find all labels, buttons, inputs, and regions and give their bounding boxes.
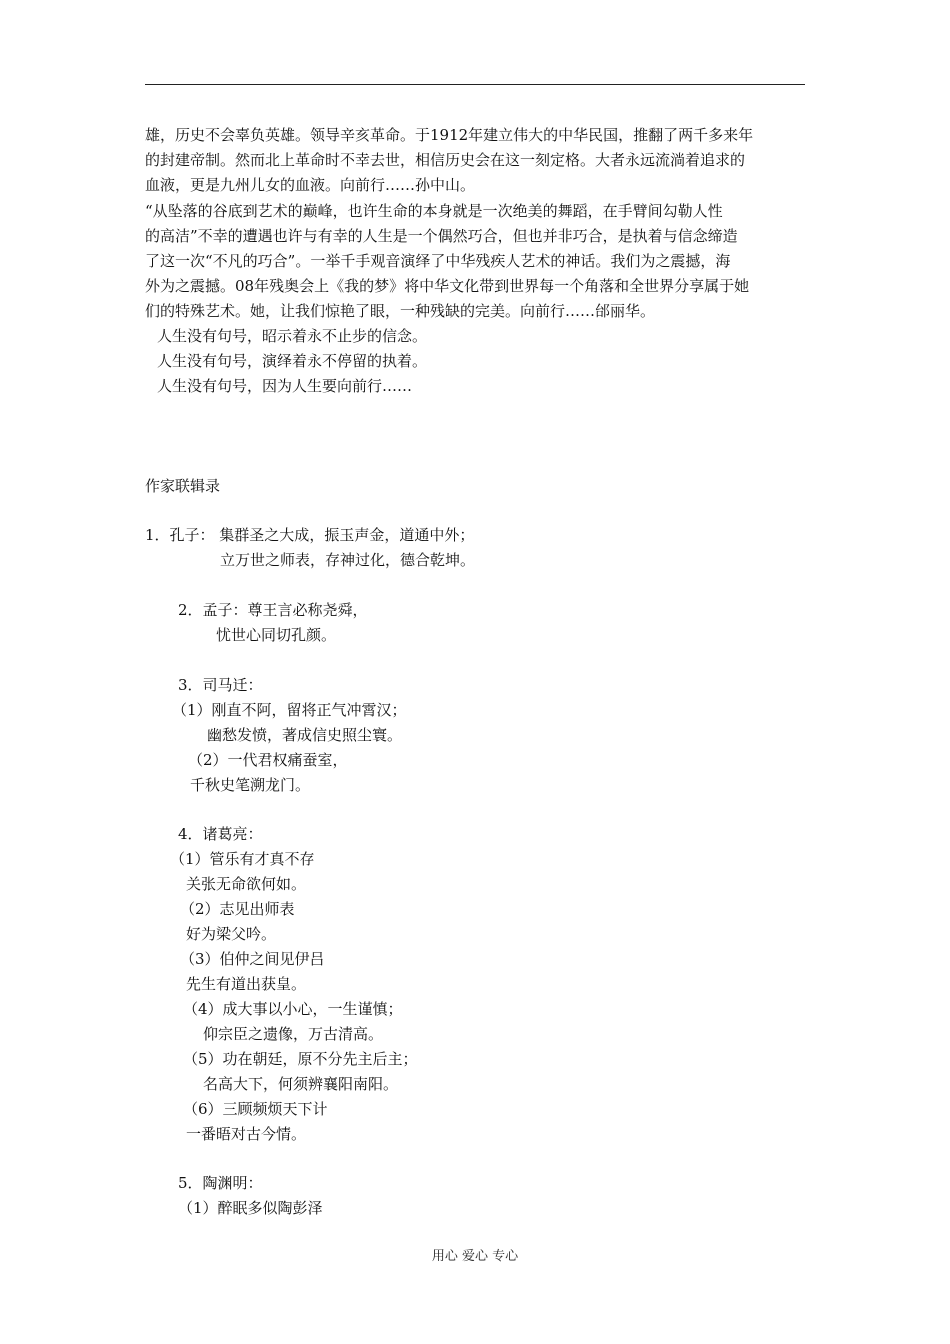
couplet-line: （2）一代君权痛蚕室， (188, 751, 348, 769)
text-line: 人生没有句号，昭示着永不止步的信念。 (157, 327, 428, 345)
couplet-line: （1）管乐有才真不存 (170, 850, 315, 868)
text-line: 们的特殊艺术。她，让我们惊艳了眼，一种残缺的完美。向前行……邰丽华。 (145, 302, 656, 320)
text-line: 雄，历史不会辜负英雄。领导辛亥革命。于1912年建立伟大的中华民国，推翻了两千多来年 (145, 126, 754, 144)
text-line: “从坠落的谷底到艺术的巅峰，也许生命的本身就是一次绝美的舞蹈，在手臂间勾勒人性 (145, 202, 723, 220)
couplet-line: 5．陶渊明： (178, 1174, 263, 1192)
couplet-line: （1）刚直不阿，留将正气冲霄汉； (172, 701, 407, 719)
couplet-line: （1）醉眠多似陶彭泽 (178, 1199, 323, 1217)
couplet-line: 忧世心同切孔颜。 (216, 626, 337, 644)
paragraph-sun-zhongshan (145, 126, 805, 194)
text-line: 血液，更是九州儿女的血液。向前行……孙中山。 (145, 176, 476, 194)
couplet-line: 2．孟子：尊王言必称尧舜， (178, 601, 368, 619)
text-line: 人生没有句号，演绎着永不停留的执着。 (157, 352, 428, 370)
couplet-line: 4．诸葛亮： (178, 825, 263, 843)
couplet-line: 名高大下，何须辨襄阳南阳。 (203, 1075, 399, 1093)
couplet-line: 幽愁发愤，著成信史照尘寰。 (207, 726, 403, 744)
couplet-line: 先生有道出获皇。 (186, 975, 307, 993)
text-line: 人生没有句号，因为人生要向前行…… (157, 377, 413, 395)
couplet-line: 仰宗臣之遗像，万古清高。 (203, 1025, 384, 1043)
couplet-line: （6）三顾频烦天下计 (183, 1100, 328, 1118)
couplet-line: （2）志见出师表 (180, 900, 295, 918)
text-line: 的高洁”不幸的遭遇也许与有幸的人生是一个偶然巧合，但也并非巧合，是执着与信念缔造 (145, 227, 738, 245)
couplet-line: （4）成大事以小心，一生谨慎； (183, 1000, 403, 1018)
text-line: 了这一次“不凡的巧合”。一举千手观音演绎了中华残疾人艺术的神话。我们为之震撼，海 (145, 252, 731, 270)
section-title: 作家联辑录 (145, 477, 221, 495)
couplet-line: 好为梁父吟。 (186, 925, 277, 943)
couplet-line: （3）伯仲之间见伊吕 (180, 950, 325, 968)
couplet-line: 关张无命欲何如。 (186, 875, 307, 893)
header-rule (145, 84, 805, 85)
couplet-line: 一番晤对古今情。 (186, 1125, 307, 1143)
couplet-line: 立万世之师表，存神过化，德合乾坤。 (220, 551, 476, 569)
page-footer: 用心 爱心 专心 (431, 1249, 519, 1264)
couplet-line: 千秋史笔溯龙门。 (190, 776, 311, 794)
text-line: 外为之震撼。08年残奥会上《我的梦》将中华文化带到世界每一个角落和全世界分享属于她 (145, 277, 750, 295)
text-line: 的封建帝制。然而北上革命时不幸去世，相信历史会在这一刻定格。大者永远流淌着追求的 (145, 151, 746, 169)
couplet-line: 3．司马迁： (178, 676, 263, 694)
couplet-line: 1．孔子： 集群圣之大成，振玉声金，道通中外； (145, 526, 475, 544)
couplet-line: （5）功在朝廷，原不分先主后主； (183, 1050, 418, 1068)
